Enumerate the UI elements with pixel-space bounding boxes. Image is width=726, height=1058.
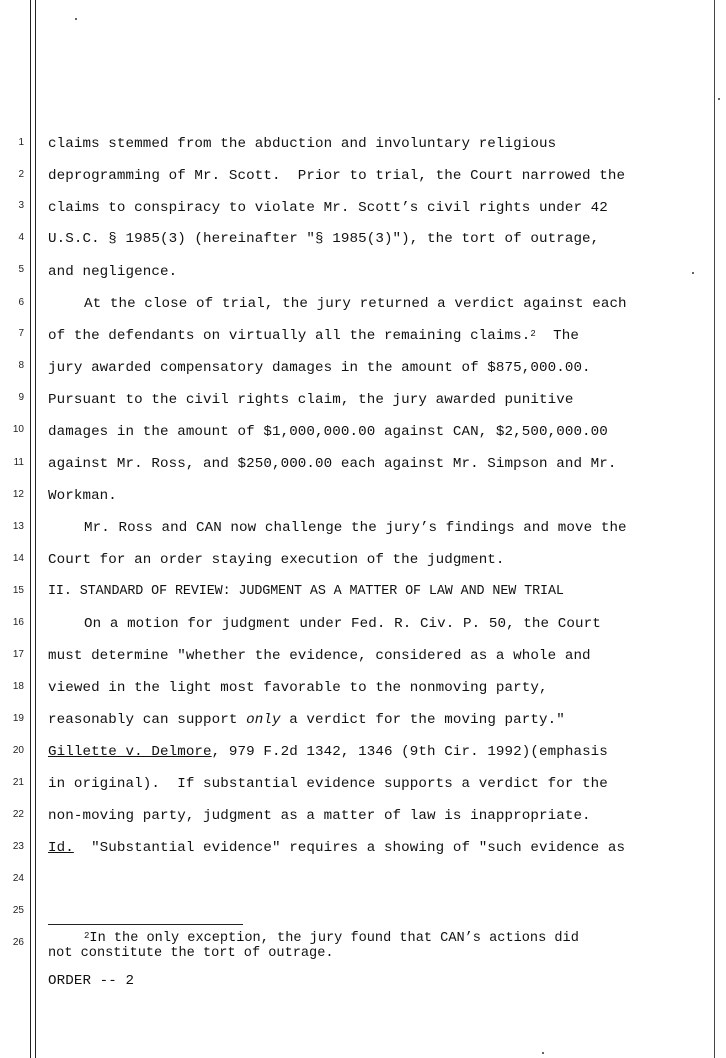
body-line — [48, 743, 608, 761]
footnote-reference: 2 — [530, 329, 536, 339]
line-number: 4 — [18, 232, 24, 243]
line-number: 8 — [18, 360, 24, 371]
line-number: 18 — [12, 681, 24, 692]
footnote-divider — [48, 924, 243, 925]
line-number: 19 — [12, 713, 24, 724]
body-line: claims to conspiracy to violate Mr. Scott’s civil rights under 42 — [48, 200, 608, 216]
right-margin-rule — [714, 0, 715, 1058]
line-number: 17 — [12, 649, 24, 660]
body-line: jury awarded compensatory damages in the amount of $875,000.00. — [48, 360, 591, 376]
body-text: , 979 F.2d 1342, 1346 (9th Cir. 1992)(emphasis — [211, 744, 608, 760]
body-line — [48, 839, 625, 857]
body-line: Mr. Ross and CAN now challenge the jury’s findings and move the — [84, 520, 627, 536]
body-line: At the close of trial, the jury returned a verdict against each — [84, 296, 627, 312]
section-heading: II. STANDARD OF REVIEW: JUDGMENT AS A MATTER OF LAW AND NEW TRIAL — [48, 584, 564, 599]
line-number: 12 — [12, 489, 24, 500]
line-number: 23 — [12, 841, 24, 852]
line-number: 3 — [18, 200, 24, 211]
body-line: deprogramming of Mr. Scott. Prior to trial, the Court narrowed the — [48, 168, 626, 184]
scan-speck — [542, 1052, 544, 1054]
body-line: On a motion for judgment under Fed. R. Civ. P. 50, the Court — [84, 616, 601, 632]
line-number: 11 — [13, 457, 24, 468]
body-text: a verdict for the moving party." — [280, 712, 565, 728]
body-line: Court for an order staying execution of the judgment. — [48, 552, 505, 568]
body-line: U.S.C. § 1985(3) (hereinafter "§ 1985(3)"), the tort of outrage, — [48, 231, 600, 247]
line-number: 26 — [12, 937, 24, 948]
line-number: 1 — [18, 137, 24, 148]
body-line: Workman. — [48, 488, 117, 504]
line-number: 25 — [12, 905, 24, 916]
line-number: 6 — [18, 297, 24, 308]
line-number: 5 — [18, 264, 24, 275]
body-text: reasonably can support — [48, 712, 247, 728]
footnote-line: not constitute the tort of outrage. — [48, 946, 334, 961]
line-number: 14 — [12, 553, 24, 564]
line-number: 10 — [12, 424, 24, 435]
line-number: 22 — [12, 809, 24, 820]
line-number: 20 — [12, 745, 24, 756]
body-line: Pursuant to the civil rights claim, the jury awarded punitive — [48, 392, 574, 408]
id-citation: Id. — [48, 840, 74, 856]
footnote-marker: 2 — [84, 931, 90, 941]
body-text: of the defendants on virtually all the remaining claims. — [48, 328, 531, 344]
line-number: 21 — [12, 777, 24, 788]
body-line: damages in the amount of $1,000,000.00 against CAN, $2,500,000.00 — [48, 424, 608, 440]
body-text: "Substantial evidence" requires a showing of "such evidence as — [73, 840, 626, 856]
case-citation: Gillette v. Delmore — [48, 744, 212, 760]
line-number: 9 — [18, 392, 24, 403]
line-number: 16 — [12, 617, 24, 628]
line-number: 15 — [12, 585, 24, 596]
body-line: viewed in the light most favorable to the nonmoving party, — [48, 680, 548, 696]
body-text: The — [535, 328, 579, 344]
line-number: 7 — [18, 328, 24, 339]
scan-speck — [692, 272, 694, 274]
left-margin-rule-inner — [35, 0, 36, 1058]
body-line: against Mr. Ross, and $250,000.00 each against Mr. Simpson and Mr. — [48, 456, 617, 472]
line-number: 2 — [18, 169, 24, 180]
line-number: 24 — [12, 873, 24, 884]
body-line: claims stemmed from the abduction and involuntary religious — [48, 136, 557, 152]
footnote-text: In the only exception, the jury found that CAN’s actions did — [89, 931, 579, 946]
body-line — [48, 711, 565, 729]
scan-speck — [75, 18, 77, 20]
emphasized-text: only — [246, 712, 281, 728]
left-margin-rule — [30, 0, 31, 1058]
body-line: non-moving party, judgment as a matter of law is inappropriate. — [48, 808, 591, 824]
line-number: 13 — [12, 521, 24, 532]
body-line: must determine "whether the evidence, considered as a whole and — [48, 648, 591, 664]
body-line: and negligence. — [48, 264, 178, 280]
body-line — [48, 327, 579, 345]
footnote-line — [84, 931, 579, 946]
scan-speck — [718, 98, 720, 100]
page-footer: ORDER -- 2 — [48, 973, 135, 989]
body-line: in original). If substantial evidence supports a verdict for the — [48, 776, 608, 792]
